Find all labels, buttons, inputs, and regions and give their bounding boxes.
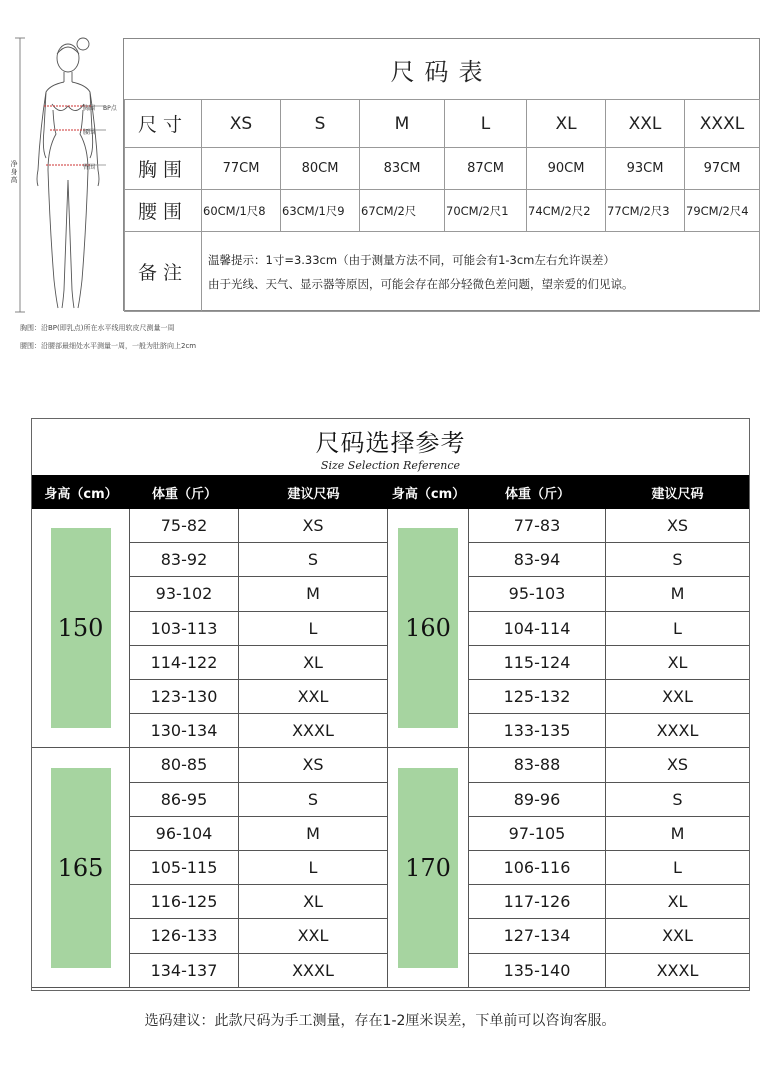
table-row <box>130 509 388 543</box>
table-row <box>469 954 749 988</box>
waist-label: 腰围 <box>83 129 96 136</box>
height-value: 165 <box>51 768 111 968</box>
weight-cell: 96-104 <box>130 817 239 851</box>
weight-cell: 83-92 <box>130 543 239 577</box>
col-header-size: 建议尺码 <box>287 486 340 502</box>
remark-text <box>202 232 760 312</box>
size-cell: XL <box>606 885 749 919</box>
weight-cell: 89-96 <box>469 783 606 817</box>
remark-line-1: 温馨提示：1寸=3.33cm（由于测量方法不同，可能会有1-3cm左右允许误差） <box>208 252 615 267</box>
row-label-bust: 胸围 <box>125 148 202 190</box>
table-row <box>469 714 749 748</box>
col-header-weight: 体重（斤） <box>504 486 570 502</box>
table-row <box>469 680 749 714</box>
table-row <box>130 885 388 919</box>
weight-cell: 83-88 <box>469 748 606 782</box>
waist-cell: 77CM/2尺3 <box>606 190 685 232</box>
weight-cell: 114-122 <box>130 646 239 680</box>
size-cell: XXXL <box>606 714 749 748</box>
height-value: 160 <box>398 528 458 728</box>
figure-note-waist: 腰围：沿腰部最细处水平测量一周，一般为肚脐向上2cm <box>20 342 197 350</box>
row-label-waist: 腰围 <box>125 190 202 232</box>
weight-cell: 104-114 <box>469 612 606 646</box>
weight-cell: 103-113 <box>130 612 239 646</box>
table-row <box>130 817 388 851</box>
size-chart-title: 尺码表 <box>390 57 493 86</box>
size-cell: XXXL <box>239 714 388 748</box>
table-row <box>469 885 749 919</box>
remark-row <box>125 232 760 312</box>
bust-row <box>125 148 760 190</box>
height-group-block <box>388 748 469 987</box>
selection-subtitle: Size Selection Reference <box>320 459 461 472</box>
weight-cell: 80-85 <box>130 748 239 782</box>
size-cell: XXL <box>606 919 749 953</box>
size-cell: XS <box>606 509 749 543</box>
weight-cell: 123-130 <box>130 680 239 714</box>
size-cell: XL <box>606 646 749 680</box>
size-cell: S <box>239 783 388 817</box>
table-row <box>469 577 749 611</box>
column-header-bar <box>32 475 749 509</box>
selection-header <box>32 419 749 475</box>
weight-cell: 134-137 <box>130 954 239 988</box>
size-cell: XXL <box>606 100 685 148</box>
waist-cell: 70CM/2尺1 <box>445 190 527 232</box>
bust-cell: 77CM <box>202 148 281 190</box>
size-cell: XL <box>527 100 606 148</box>
body-measurement-figure <box>8 30 126 320</box>
table-row <box>469 646 749 680</box>
bp-label: BP点 <box>103 105 117 112</box>
col-header-size: 建议尺码 <box>651 486 704 502</box>
weight-cell: 116-125 <box>130 885 239 919</box>
size-cell: XXL <box>606 680 749 714</box>
height-group-block <box>32 748 130 987</box>
bust-cell: 83CM <box>360 148 445 190</box>
weight-cell: 130-134 <box>130 714 239 748</box>
height-group-block <box>388 509 469 748</box>
size-cell: XS <box>239 509 388 543</box>
selection-title: 尺码选择参考 <box>315 429 466 457</box>
weight-cell: 126-133 <box>130 919 239 953</box>
table-row <box>130 577 388 611</box>
size-row <box>125 100 760 148</box>
table-row <box>130 714 388 748</box>
weight-cell: 75-82 <box>130 509 239 543</box>
waist-cell: 67CM/2尺 <box>360 190 445 232</box>
table-row <box>469 851 749 885</box>
table-row <box>469 919 749 953</box>
size-cell: L <box>239 851 388 885</box>
weight-cell: 97-105 <box>469 817 606 851</box>
remark-line-2: 由于光线、天气、显示器等原因，可能会存在部分轻微色差问题，望亲爱的们见谅。 <box>208 276 634 291</box>
size-cell: XS <box>606 748 749 782</box>
waist-cell: 60CM/1尺8 <box>202 190 281 232</box>
size-cell: XS <box>239 748 388 782</box>
bust-cell: 97CM <box>685 148 760 190</box>
waist-cell: 79CM/2尺4 <box>685 190 760 232</box>
weight-cell: 127-134 <box>469 919 606 953</box>
waist-row <box>125 190 760 232</box>
figure-note-bust: 胸围：沿BP(即乳点)所在水平线用软皮尺测量一周 <box>20 324 175 332</box>
table-row <box>469 748 749 782</box>
table-row <box>130 748 388 782</box>
col-header-height: 身高（cm） <box>391 486 466 502</box>
size-cell: L <box>445 100 527 148</box>
table-row <box>469 817 749 851</box>
weight-cell: 93-102 <box>130 577 239 611</box>
row-label-remark: 备注 <box>125 232 202 312</box>
size-cell: S <box>281 100 360 148</box>
weight-cell: 83-94 <box>469 543 606 577</box>
net-height-label: 净身高 <box>10 160 18 184</box>
size-cell: M <box>360 100 445 148</box>
size-cell: L <box>606 851 749 885</box>
table-row <box>130 680 388 714</box>
size-chart-table <box>124 99 760 312</box>
bust-label: 胸围 <box>83 105 96 112</box>
weight-cell: 133-135 <box>469 714 606 748</box>
size-cell: S <box>239 543 388 577</box>
woman-silhouette-icon <box>8 30 126 320</box>
bust-cell: 80CM <box>281 148 360 190</box>
table-row <box>130 954 388 988</box>
bust-cell: 87CM <box>445 148 527 190</box>
size-cell: XXL <box>239 919 388 953</box>
table-row <box>130 543 388 577</box>
bust-cell: 90CM <box>527 148 606 190</box>
weight-cell: 125-132 <box>469 680 606 714</box>
size-cell: M <box>239 577 388 611</box>
size-cell: XXXL <box>606 954 749 988</box>
size-cell: M <box>606 817 749 851</box>
height-value: 170 <box>398 768 458 968</box>
bust-cell: 93CM <box>606 148 685 190</box>
weight-cell: 106-116 <box>469 851 606 885</box>
size-cell: XXXL <box>685 100 760 148</box>
col-header-weight: 体重（斤） <box>151 486 217 502</box>
hip-label: 臀围 <box>83 164 96 171</box>
size-cell: S <box>606 783 749 817</box>
size-cell: XL <box>239 646 388 680</box>
waist-cell: 74CM/2尺2 <box>527 190 606 232</box>
table-row <box>130 919 388 953</box>
table-row <box>469 543 749 577</box>
footer-note: 选码建议：此款尺码为手工测量，存在1-2厘米误差，下单前可以咨询客服。 <box>144 1013 616 1029</box>
col-header-height: 身高（cm） <box>44 486 118 502</box>
weight-cell: 117-126 <box>469 885 606 919</box>
size-cell: L <box>606 612 749 646</box>
table-row <box>130 612 388 646</box>
table-row <box>130 851 388 885</box>
row-label-size: 尺寸 <box>125 100 202 148</box>
table-row <box>469 783 749 817</box>
weight-cell: 77-83 <box>469 509 606 543</box>
weight-cell: 105-115 <box>130 851 239 885</box>
size-chart <box>123 38 760 311</box>
weight-cell: 115-124 <box>469 646 606 680</box>
size-cell: S <box>606 543 749 577</box>
waist-cell: 63CM/1尺9 <box>281 190 360 232</box>
size-cell: XXL <box>239 680 388 714</box>
size-cell: XXXL <box>239 954 388 988</box>
size-cell: XL <box>239 885 388 919</box>
weight-cell: 135-140 <box>469 954 606 988</box>
table-row <box>130 783 388 817</box>
size-cell: M <box>239 817 388 851</box>
weight-cell: 86-95 <box>130 783 239 817</box>
table-row <box>469 509 749 543</box>
table-row <box>130 646 388 680</box>
table-row <box>469 612 749 646</box>
height-group-block <box>32 509 130 748</box>
size-selection-table <box>31 418 750 991</box>
size-cell: M <box>606 577 749 611</box>
size-cell: XS <box>202 100 281 148</box>
size-cell: L <box>239 612 388 646</box>
height-value: 150 <box>51 528 111 728</box>
weight-cell: 95-103 <box>469 577 606 611</box>
